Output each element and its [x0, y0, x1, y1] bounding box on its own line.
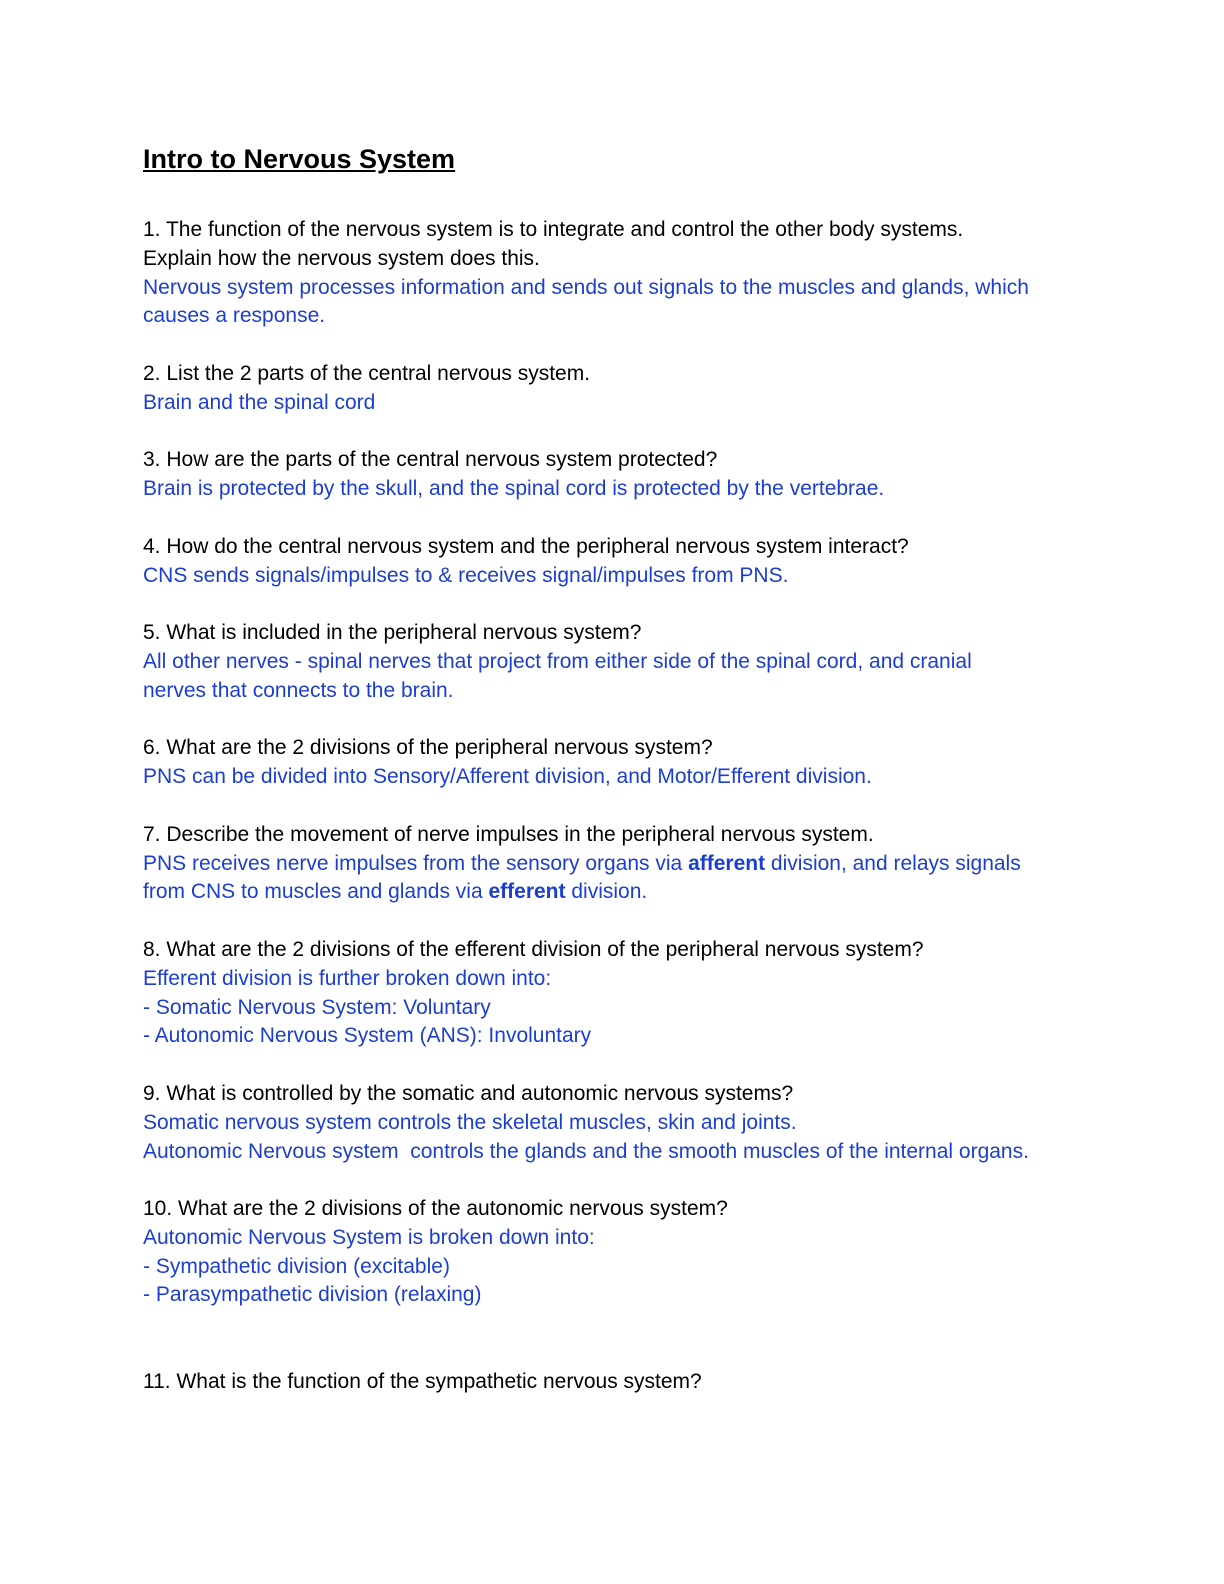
answer-1: Nervous system processes information and sends out signals to the muscles and glands, which causes a response. — [143, 275, 1029, 328]
qa-item-7 — [143, 821, 1103, 907]
qa-item-1 — [143, 216, 1103, 331]
answer-6: PNS can be divided into Sensory/Afferent division, and Motor/Efferent division. — [143, 765, 872, 789]
qa-item-5 — [143, 619, 1103, 705]
question-8: 8. What are the 2 divisions of the efferent division of the peripheral nervous system? — [143, 937, 924, 961]
answer-8-item-autonomic: - Autonomic Nervous System (ANS): Involuntary — [143, 1024, 592, 1048]
qa-item-9 — [143, 1080, 1103, 1166]
answer-7-bold-efferent: efferent — [488, 880, 566, 904]
question-1: 1. The function of the nervous system is to integrate and control the other body systems. Explain how the nervous system does this. — [143, 218, 964, 270]
question-9: 9. What is controlled by the somatic and autonomic nervous systems? — [143, 1081, 794, 1105]
answer-7 — [143, 850, 1103, 908]
qa-item-11 — [143, 1368, 1103, 1397]
answer-4: CNS sends signals/impulses to & receives signal/impulses from PNS. — [143, 563, 789, 587]
page-title: Intro to Nervous System — [143, 144, 456, 174]
answer-5: All other nerves - spinal nerves that project from either side of the spinal cord, and cranial nerves that connects to the brain. — [143, 649, 972, 702]
answer-8-item-somatic: - Somatic Nervous System: Voluntary — [143, 995, 491, 1019]
question-4: 4. How do the central nervous system and the peripheral nervous system interact? — [143, 534, 909, 558]
question-3: 3. How are the parts of the central nervous system protected? — [143, 448, 718, 472]
answer-7-text-3: division. — [565, 880, 648, 904]
answer-9-line-2: Autonomic Nervous system controls the glands and the smooth muscles of the internal organs. — [143, 1139, 1029, 1163]
question-10: 10. What are the 2 divisions of the autonomic nervous system? — [143, 1197, 728, 1221]
qa-item-3 — [143, 446, 1103, 504]
question-5: 5. What is included in the peripheral nervous system? — [143, 621, 642, 645]
answer-7-text-1: PNS receives nerve impulses from the sensory organs via — [143, 851, 689, 875]
answer-7-text-2: division, and relays signals from CNS to muscles and glands via — [143, 851, 1021, 904]
qa-item-10 — [143, 1195, 1103, 1310]
document-page — [143, 141, 1103, 1425]
qa-item-2 — [143, 360, 1103, 418]
answer-10-item-sympathetic: - Sympathetic division (excitable) — [143, 1254, 450, 1278]
answer-7-bold-afferent: afferent — [688, 851, 766, 875]
answer-9-line-1: Somatic nervous system controls the skeletal muscles, skin and joints. — [143, 1110, 797, 1134]
qa-item-8 — [143, 936, 1103, 1051]
question-11: 11. What is the function of the sympathetic nervous system? — [143, 1369, 702, 1393]
qa-item-4 — [143, 533, 1103, 591]
question-7: 7. Describe the movement of nerve impulses in the peripheral nervous system. — [143, 822, 874, 846]
answer-10-item-parasympathetic: - Parasympathetic division (relaxing) — [143, 1283, 482, 1307]
answer-3: Brain is protected by the skull, and the spinal cord is protected by the vertebrae. — [143, 477, 885, 501]
answer-2: Brain and the spinal cord — [143, 390, 376, 414]
answer-10-intro: Autonomic Nervous System is broken down into: — [143, 1225, 595, 1249]
qa-item-6 — [143, 734, 1103, 792]
answer-8-intro: Efferent division is further broken down into: — [143, 966, 552, 990]
question-6: 6. What are the 2 divisions of the peripheral nervous system? — [143, 736, 713, 760]
question-2: 2. List the 2 parts of the central nervous system. — [143, 361, 591, 385]
